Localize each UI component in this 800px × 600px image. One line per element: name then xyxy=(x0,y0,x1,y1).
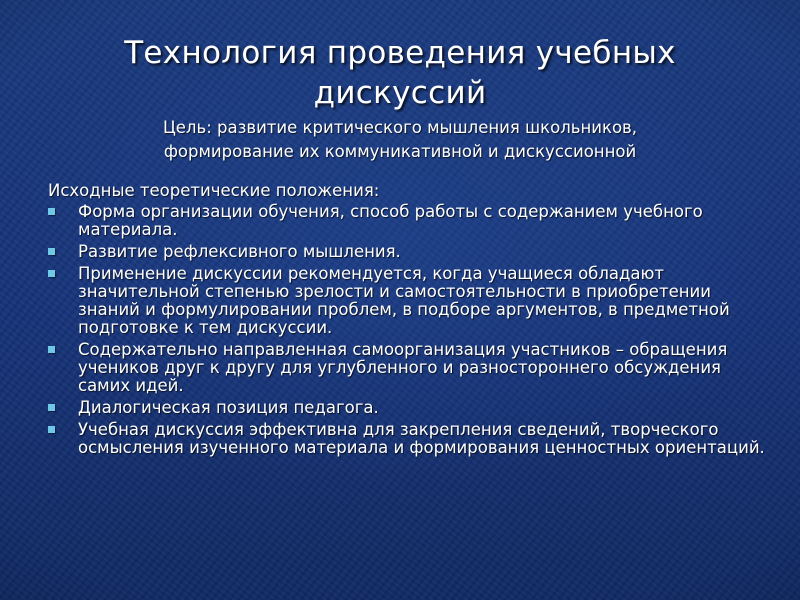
square-bullet-icon xyxy=(48,426,55,433)
square-bullet-icon xyxy=(48,248,55,255)
slide-content xyxy=(48,182,768,461)
square-bullet-icon xyxy=(48,346,55,353)
bullet-text: Учебная дискуссия эффективна для закрепления сведений, творческого осмысления изученного материала и формирования ценностных ориентаций. xyxy=(78,420,765,457)
bullet-text: Содержательно направленная самоорганизация участников – обращения учеников друг к другу для углубленного и разностороннего обсуждения самих идей. xyxy=(78,340,728,395)
bullet-item xyxy=(48,265,768,337)
square-bullet-icon xyxy=(48,270,55,277)
slide-title: Технология проведения учебных дискуссий xyxy=(124,35,676,111)
intro-heading: Исходные теоретические положения: xyxy=(48,181,380,200)
square-bullet-icon xyxy=(48,208,55,215)
bullet-text: Форма организации обучения, способ работы с содержанием учебного материала. xyxy=(78,202,703,239)
bullet-item xyxy=(48,341,768,395)
bullet-text: Применение дискуссии рекомендуется, когда учащиеся обладают значительной степенью зрелости и самостоятельности в приобретении знаний и формулировании проблем, в подборе аргументов, в предметной подготовке к тем дискуссии. xyxy=(78,264,730,337)
bullet-text: Диалогическая позиция педагога. xyxy=(78,398,379,417)
square-bullet-icon xyxy=(48,404,55,411)
bullet-item xyxy=(48,243,768,261)
bullet-list xyxy=(48,203,768,457)
goal-text xyxy=(40,116,760,164)
bullet-item xyxy=(48,203,768,239)
goal-line-2: формирование их коммуникативной и дискуссионной xyxy=(163,142,637,161)
bullet-item xyxy=(48,421,768,457)
bullet-text: Развитие рефлексивного мышления. xyxy=(78,242,401,261)
bullet-item xyxy=(48,399,768,417)
goal-line-1: Цель: развитие критического мышления школьников, xyxy=(162,118,638,137)
